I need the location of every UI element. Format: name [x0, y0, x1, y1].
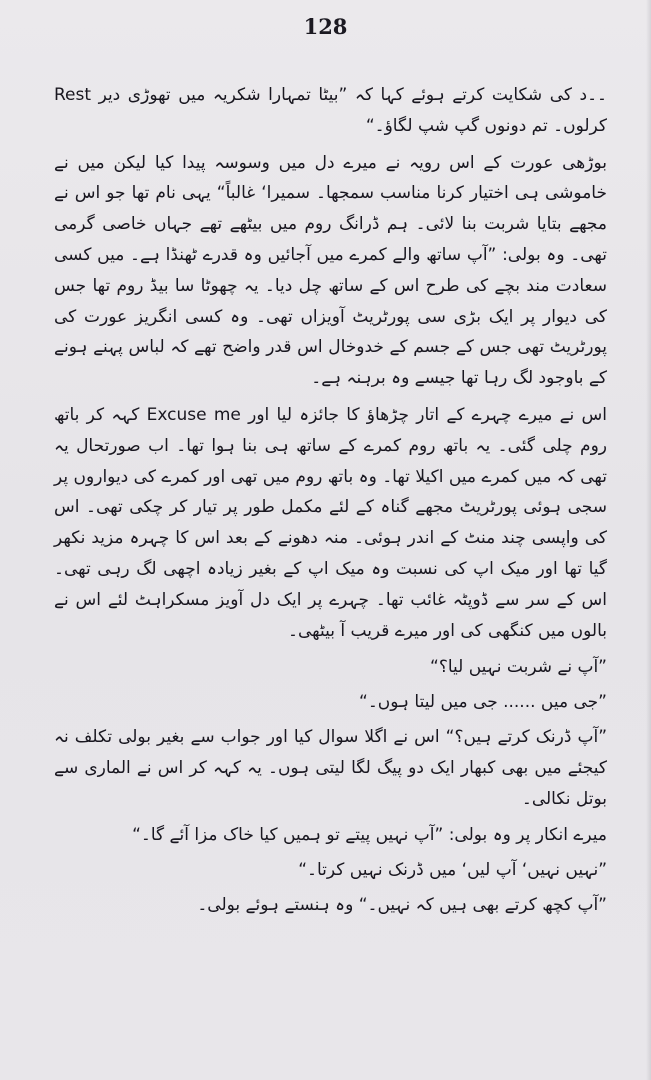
- page-edge-shadow: [646, 0, 651, 1080]
- page-body: [54, 80, 607, 925]
- paragraph: ”آپ ڈرنک کرتے ہیں؟“ اس نے اگلا سوال کیا اور جواب سے بغیر بولی تکلف نہ کیجئے میں بھی کبھار ایک دو پیگ لگا لیتی ہوں۔ یہ کہہ کر اس نے الماری سے بوتل نکالی۔: [54, 726, 607, 809]
- dialogue-line: میرے انکار پر وہ بولی: ”آپ نہیں پیتے تو ہمیں کیا خاک مزا آئے گا۔“: [132, 825, 607, 846]
- page-number: 128: [303, 14, 348, 39]
- dialogue-line: ”آپ کچھ کرتے بھی ہیں کہ نہیں۔“ وہ ہنستے ہوئے بولی۔: [197, 894, 607, 915]
- dialogue-line: ”آپ نے شربت نہیں لیا؟“: [430, 657, 607, 678]
- dialogue-line: ”جی میں ...... جی میں لیتا ہوں۔“: [359, 692, 607, 713]
- dialogue-line: ”نہیں نہیں‘ آپ لیں‘ میں ڈرنک نہیں کرتا۔“: [298, 860, 607, 881]
- paragraph: بوڑھی عورت کے اس رویہ نے میرے دل میں وسوسہ پیدا کیا لیکن میں نے خاموشی ہی اختیار کرنا مناسب سمجھا۔ سمیرا‘ غالباً“ یہی نام تھا جو اس نے مجھے بتایا شربت بنا لائی۔ ہم ڈرانگ روم میں بیٹھے تھے جہاں خاصی گرمی تھی۔ وہ بولی: ”آپ ساتھ والے کمرے میں آجائیں وہ قدرے ٹھنڈا ہے۔ میں کسی سعادت مند بچے کی طرح اس کے ساتھ چل دیا۔ یہ چھوٹا سا بیڈ روم تھا جس کی دیوار پر ایک بڑی سی پورٹریٹ آویزاں تھی۔ وہ کسی انگریز عورت کی پورٹریٹ تھی جس کے جسم کے خدوخال اس قدر واضح تھے کہ لباس پہنے ہونے کے باوجود لگ رہا تھا جیسے وہ برہنہ ہے۔: [54, 152, 607, 389]
- paragraph: ۔۔د کی شکایت کرتے ہوئے کہا کہ ”بیٹا تمہارا شکریہ میں تھوڑی دیر Rest کرلوں۔ تم دونوں گپ شپ لگاؤ۔“: [54, 85, 607, 136]
- paragraph: اس نے میرے چہرے کے اتار چڑھاؤ کا جائزہ لیا اور Excuse me کہہ کر باتھ روم چلی گئی۔ یہ باتھ روم کمرے کے ساتھ ہی بنا ہوا تھا۔ اب صورتحال یہ تھی کہ میں کمرے میں اکیلا تھا۔ وہ باتھ روم میں تھی اور کمرے کی دیواروں پر سجی ہوئی پورٹریٹ مجھے گناہ کے لئے مکمل طور پر تیار کر چکی تھی۔ اس کی واپسی چند منٹ کے اندر ہوئی۔ منہ دھونے کے بعد اس کا چہرہ مزید نکھر گیا تھا اور میک اپ کی نسبت وہ میک اپ کے بغیر زیادہ اچھی لگ رہی تھی۔ اس کے سر سے ڈوپٹہ غائب تھا۔ چہرے پر ایک دل آویز مسکراہٹ لئے اس نے بالوں میں کنگھی کی اور میرے قریب آ بیٹھی۔: [54, 404, 607, 641]
